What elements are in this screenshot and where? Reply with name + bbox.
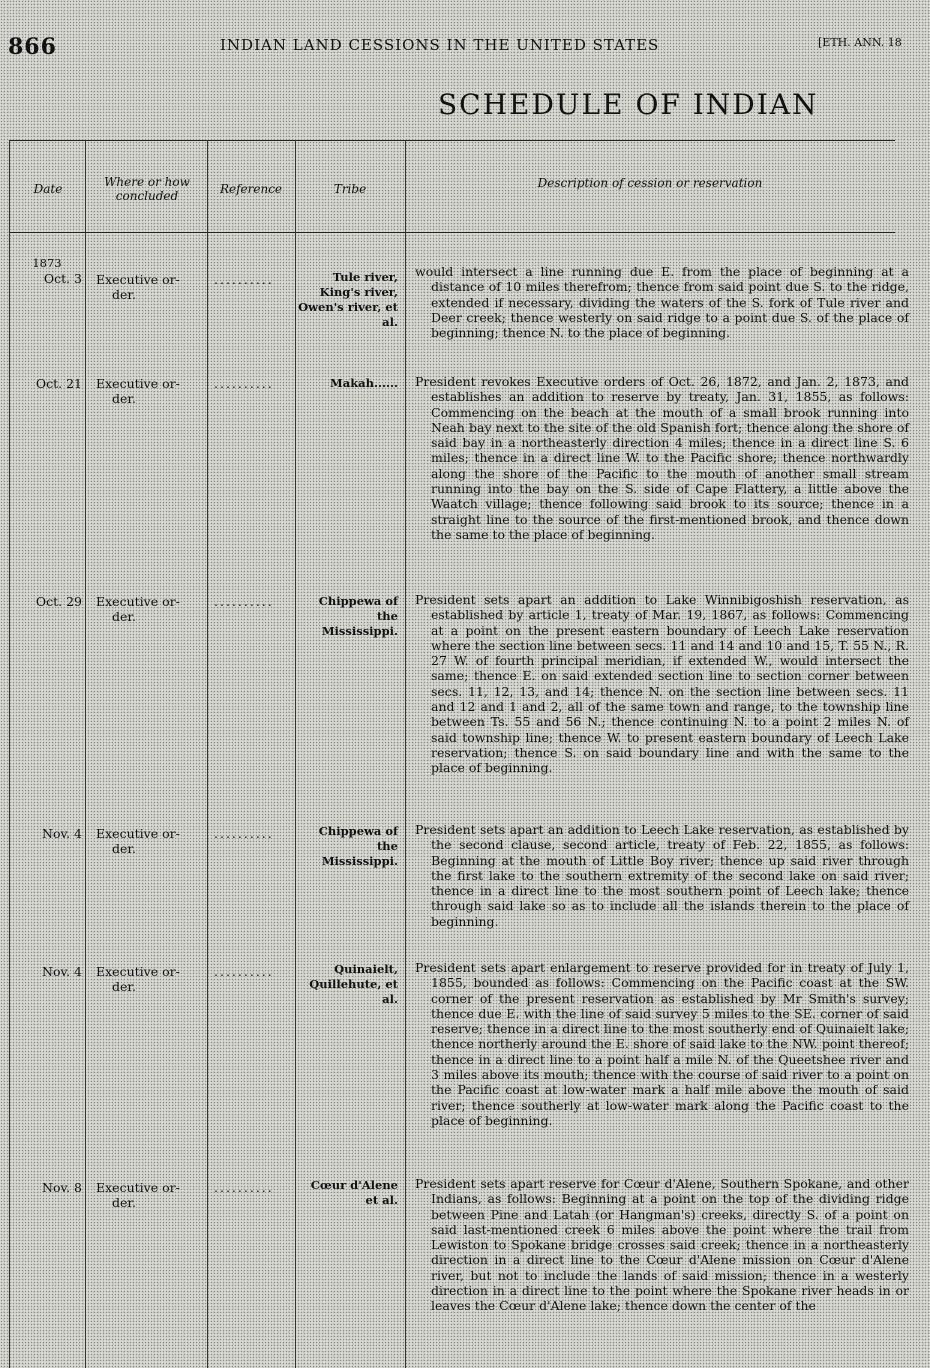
row-tribe: Tule river, King's river, Owen's river, et al. bbox=[298, 270, 398, 329]
row-reference: .......... bbox=[214, 272, 274, 287]
row-date-text: Nov. 4 bbox=[42, 826, 82, 841]
row-reference: .......... bbox=[214, 594, 274, 609]
row-description bbox=[415, 374, 909, 542]
header-description: Description of cession or reservation bbox=[537, 176, 763, 190]
row-tribe: Cœur d'Alene et al. bbox=[310, 1178, 398, 1207]
column-rule bbox=[295, 140, 296, 1368]
where-line-two: der. bbox=[112, 391, 136, 407]
column-rule bbox=[405, 140, 406, 1368]
row-date-text: Nov. 8 bbox=[42, 1180, 82, 1195]
schedule-title: SCHEDULE OF INDIAN bbox=[438, 88, 819, 121]
row-date-text: Nov. 4 bbox=[42, 964, 82, 979]
where-line-two: der. bbox=[112, 287, 136, 303]
row-date bbox=[12, 594, 82, 609]
description-text: President sets apart enlargement to reserve provided for in treaty of July 1, 1855, bounded as follows: Commencing on the Pacific coast at the SW. corner of the present reservation as established by Mr Smith's survey; thence due E. with the line of said survey 5 miles to the SE. corner of said reserve; thence in a direct line to the most southerly end of Quinaielt lake; thence northerly around the E. shore of said lake to the NW. point thereof; thence in a direct line to a point half a mile N. of the Queetshee river and 3 miles above its mouth; thence with the course of said river to a point on the Pacific coast at low-water mark a half mile above the mouth of said river; thence southerly at low-water mark along the Pacific coast to the place of beginning. bbox=[415, 960, 909, 1128]
page-number: 866 bbox=[8, 34, 57, 60]
where-line-one: Executive or- bbox=[96, 964, 180, 979]
row-date bbox=[12, 964, 82, 979]
column-rule bbox=[85, 140, 86, 1368]
header-bottom-rule bbox=[9, 232, 895, 233]
row-tribe: Quinaielt, Quillehute, et al. bbox=[309, 962, 398, 1006]
row-date-text: Oct. 29 bbox=[35, 594, 82, 609]
row-tribe: Makah...... bbox=[330, 376, 398, 390]
header-reference: Reference bbox=[219, 182, 283, 196]
row-description bbox=[415, 822, 909, 929]
where-line-one: Executive or- bbox=[96, 594, 180, 609]
where-line-one: Executive or- bbox=[96, 376, 180, 391]
where-line-one: Executive or- bbox=[96, 272, 180, 287]
row-tribe: Chippewa of the Mississippi. bbox=[318, 824, 398, 868]
row-date-text: Oct. 3 bbox=[43, 271, 82, 287]
row-where bbox=[90, 376, 206, 407]
edition-note: [ETH. ANN. 18 bbox=[818, 36, 902, 49]
running-title: INDIAN LAND CESSIONS IN THE UNITED STATES bbox=[220, 36, 660, 54]
where-line-one: Executive or- bbox=[96, 1180, 180, 1195]
row-where bbox=[90, 594, 206, 625]
row-date bbox=[12, 1180, 82, 1195]
row-description bbox=[415, 1176, 909, 1314]
header-where: Where or how concluded bbox=[104, 175, 190, 203]
where-line-two: der. bbox=[112, 609, 136, 625]
row-date bbox=[12, 376, 82, 391]
row-where bbox=[90, 272, 206, 303]
row-date-text: Oct. 21 bbox=[35, 376, 82, 391]
description-text: President sets apart an addition to Leech Lake reservation, as established by the second clause, second article, treaty of Feb. 22, 1855, as follows: Beginning at the mouth of Little Boy river; thence up said river through the first lake to the southern extremity of the second lake on said river; thence in a direct line to the most southern point of Leech lake; thence through said lake so as to include all the islands therein to the place of beginning. bbox=[415, 822, 909, 929]
row-reference: .......... bbox=[214, 964, 274, 979]
description-text: President sets apart reserve for Cœur d'Alene, Southern Spokane, and other Indians, as follows: Beginning at a point on the top of the dividing ridge between Pine and Latah (or Hangman's) creeks, directly S. of a point on said last-mentioned creek 6 miles above the point where the trail from Lewiston to Spokane bridge crosses said creek; thence in a northeasterly direction in a direct line to the Cœur d'Alene mission on Cœur d'Alene river, but not to include the lands of said mission; thence in a westerly direction in a direct line to the point where the Spokane river heads in or leaves the Cœur d'Alene lake; thence down the center of the bbox=[415, 1176, 909, 1314]
description-text: President revokes Executive orders of Oct. 26, 1872, and Jan. 2, 1873, and establishes an addition to reserve by treaty, Jan. 31, 1855, as follows: Commencing on the beach at the mouth of a small brook running into Neah bay next to the site of the old Spanish fort; thence along the shore of said bay in a northeasterly direction 4 miles; thence in a direct line S. 6 miles; thence in a direct line W. to the Pacific shore; thence northwardly along the shore of the Pacific to the mouth of another small stream running into the bay on the S. side of Cape Flattery, a little above the Waatch village; thence following said brook to its source; thence in a straight line to the source of the first-mentioned brook, and thence down the same to the place of beginning. bbox=[415, 374, 909, 542]
row-reference: .......... bbox=[214, 1180, 274, 1195]
table-top-rule bbox=[9, 140, 895, 141]
description-text: would intersect a line running due E. from the place of beginning at a distance of 10 miles therefrom; thence from said point due S. to the ridge, extended if necessary, dividing the waters of the S. fork of Tule river and Deer creek; thence westerly on said ridge to a point due S. of the place of beginning; thence N. to the place of beginning. bbox=[415, 264, 909, 341]
row-date bbox=[12, 826, 82, 841]
row-where bbox=[90, 826, 206, 857]
row-description bbox=[415, 264, 909, 340]
where-line-two: der. bbox=[112, 1195, 136, 1211]
where-line-one: Executive or- bbox=[96, 826, 180, 841]
where-line-two: der. bbox=[112, 979, 136, 995]
header-tribe: Tribe bbox=[333, 182, 367, 196]
row-where bbox=[90, 964, 206, 995]
row-where bbox=[90, 1180, 206, 1211]
column-rule bbox=[207, 140, 208, 1368]
row-reference: .......... bbox=[214, 826, 274, 841]
row-reference: .......... bbox=[214, 376, 274, 391]
row-description bbox=[415, 960, 909, 1128]
row-tribe: Chippewa of the Mississippi. bbox=[318, 594, 398, 638]
description-text: President sets apart an addition to Lake Winnibigoshish reservation, as established by article 1, treaty of Mar. 19, 1867, as follows: Commencing at a point on the present eastern boundary of Leech Lake reservation where the section line between secs. 11 and 14 and 10 and 15, T. 55 N., R. 27 W. of fourth principal meridian, if extended W., would intersect the same; thence E. on said extended section line to section corner between secs. 11, 12, 13, and 14; thence N. on the section line between secs. 11 and 12 and 1 and 2, all of the same town and range, to the township line between Ts. 55 and 56 N.; thence continuing N. to a point 2 miles N. of said township line; thence W. to present eastern boundary of Leech Lake reservation; thence S. on said boundary line and with the same to the place of beginning. bbox=[415, 592, 909, 776]
row-year: 1873 bbox=[32, 256, 62, 270]
row-date bbox=[12, 256, 82, 287]
where-line-two: der. bbox=[112, 841, 136, 857]
header-date: Date bbox=[33, 182, 63, 196]
column-rule bbox=[9, 140, 10, 1368]
row-description bbox=[415, 592, 909, 776]
